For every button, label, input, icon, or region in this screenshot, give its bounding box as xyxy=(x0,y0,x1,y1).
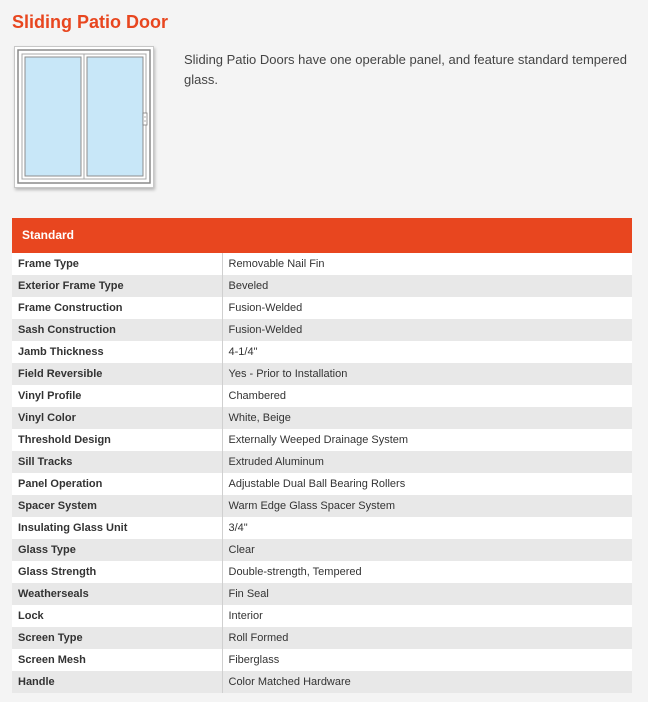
table-row xyxy=(12,385,632,407)
table-row xyxy=(12,561,632,583)
table-row xyxy=(12,253,632,275)
table-row xyxy=(12,341,632,363)
spec-label: Frame Type xyxy=(12,253,222,275)
spec-value: Warm Edge Glass Spacer System xyxy=(222,495,632,517)
spec-value: Externally Weeped Drainage System xyxy=(222,429,632,451)
product-description: Sliding Patio Doors have one operable panel, and feature standard tempered glass. xyxy=(184,52,628,87)
spec-value: Roll Formed xyxy=(222,627,632,649)
spec-label: Field Reversible xyxy=(12,363,222,385)
spec-value: Color Matched Hardware xyxy=(222,671,632,693)
specs-header: Standard xyxy=(12,218,632,253)
spec-value: Adjustable Dual Ball Bearing Rollers xyxy=(222,473,632,495)
spec-value: 3/4" xyxy=(222,517,632,539)
spec-value: Extruded Aluminum xyxy=(222,451,632,473)
table-row xyxy=(12,407,632,429)
table-row xyxy=(12,429,632,451)
spec-value: Fin Seal xyxy=(222,583,632,605)
spec-label: Spacer System xyxy=(12,495,222,517)
table-row xyxy=(12,649,632,671)
spec-value: Double-strength, Tempered xyxy=(222,561,632,583)
table-row xyxy=(12,319,632,341)
spec-table xyxy=(12,253,632,693)
spec-label: Exterior Frame Type xyxy=(12,275,222,297)
spec-value: Interior xyxy=(222,605,632,627)
spec-value: Chambered xyxy=(222,385,632,407)
sliding-patio-door-image xyxy=(14,46,154,188)
spec-value: 4-1/4" xyxy=(222,341,632,363)
table-row xyxy=(12,495,632,517)
sliding-patio-door-illustration xyxy=(15,47,153,187)
table-row xyxy=(12,605,632,627)
spec-label: Jamb Thickness xyxy=(12,341,222,363)
spec-value: Fusion-Welded xyxy=(222,319,632,341)
table-row xyxy=(12,583,632,605)
spec-label: Glass Type xyxy=(12,539,222,561)
page-title: Sliding Patio Door xyxy=(12,12,168,32)
spec-value: Beveled xyxy=(222,275,632,297)
table-row xyxy=(12,451,632,473)
spec-label: Weatherseals xyxy=(12,583,222,605)
table-row xyxy=(12,517,632,539)
spec-label: Frame Construction xyxy=(12,297,222,319)
spec-label: Screen Mesh xyxy=(12,649,222,671)
table-row xyxy=(12,671,632,693)
left-glass-panel xyxy=(25,57,81,176)
spec-label: Glass Strength xyxy=(12,561,222,583)
spec-label: Insulating Glass Unit xyxy=(12,517,222,539)
table-row xyxy=(12,473,632,495)
spec-value: Removable Nail Fin xyxy=(222,253,632,275)
spec-label: Handle xyxy=(12,671,222,693)
spec-label: Sash Construction xyxy=(12,319,222,341)
table-row xyxy=(12,627,632,649)
table-row xyxy=(12,297,632,319)
spec-value: White, Beige xyxy=(222,407,632,429)
spec-label: Lock xyxy=(12,605,222,627)
spec-label: Vinyl Color xyxy=(12,407,222,429)
table-row xyxy=(12,363,632,385)
spec-label: Vinyl Profile xyxy=(12,385,222,407)
right-glass-panel xyxy=(87,57,143,176)
spec-value: Yes - Prior to Installation xyxy=(222,363,632,385)
spec-value: Fiberglass xyxy=(222,649,632,671)
spec-value: Clear xyxy=(222,539,632,561)
spec-rows xyxy=(12,253,632,693)
table-row xyxy=(12,275,632,297)
spec-label: Screen Type xyxy=(12,627,222,649)
door-handle-icon xyxy=(143,113,147,125)
spec-label: Sill Tracks xyxy=(12,451,222,473)
table-row xyxy=(12,539,632,561)
spec-value: Fusion-Welded xyxy=(222,297,632,319)
spec-label: Panel Operation xyxy=(12,473,222,495)
spec-label: Threshold Design xyxy=(12,429,222,451)
specifications-table xyxy=(12,218,632,693)
